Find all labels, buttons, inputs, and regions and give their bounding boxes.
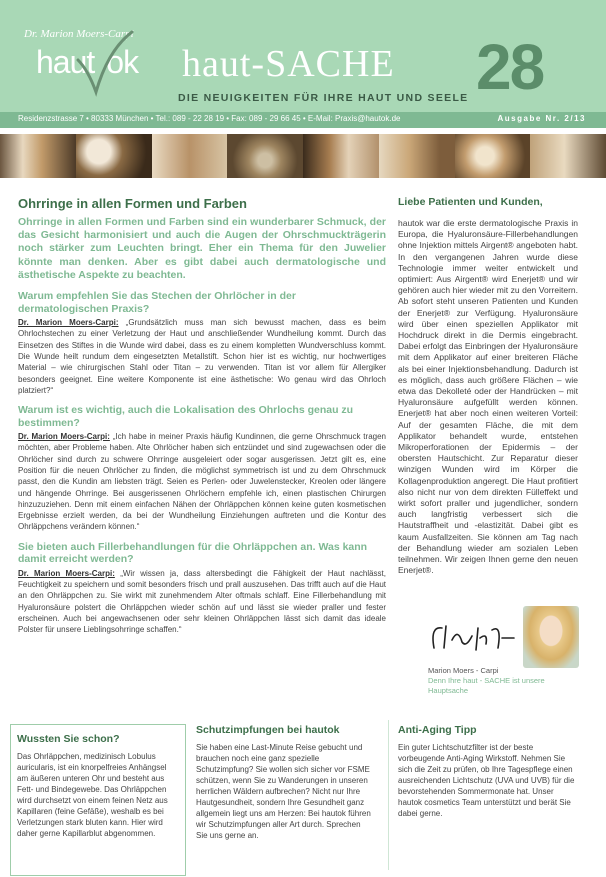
- portrait-caption-name: Marion Moers - Carpi: [428, 666, 499, 675]
- question-1: Warum empfehlen Sie das Stechen der Ohrlöcher in der dermatologischen Praxis?: [18, 290, 296, 315]
- box-text: Ein guter Lichtschutzfilter ist der beste vorbeugende Anti-Aging Wirkstoff. Nehmen Sie sich die Zeit zu prüfen, ob Ihre Tagespflege einen ausreichenden Lichtschutz (UVA und UVB) für die bevorstehenden Sommermonate hat. Unser hautok cosmetics Team unterstützt und berät Sie dabei gerne.: [398, 743, 575, 818]
- answer-3-text: „Wir wissen ja, dass altersbedingt die Fähigkeit der Haut nachlässt, Feuchtigkeit zu speichern und somit besonders frisch und prall auszusehen. Das trifft auch auf die Haut an den Ohrläppchen zu. Sie wirkt mit zunehmendem Alter oftmals schlaff. Eine Fillerbehandlung mit Hyaluronsäure polstert die Ohrläppchen wieder schön auf und lässt sie wieder praller und fester erscheinen. Auch bei angewachsenen oder sehr kleinen Ohrläppchen lässt sich damit das ideale Polster für unsere Lieblingsohrringe schaffen.“: [18, 568, 386, 635]
- column-divider: [388, 720, 389, 870]
- info-box-anti-aging: [398, 724, 578, 819]
- photo-tile: [0, 134, 76, 178]
- issue-label: Ausgabe Nr. 2/13: [497, 114, 586, 123]
- logo-right-text: ok: [106, 44, 139, 80]
- photo-tile: [455, 134, 531, 178]
- editorial-text: hautok war die erste dermatologische Praxis in Europa, die Hyaluronsäure-Fillerbehandlungen ohne Injektion mittels Airgent® angeboten habt. In den vergangenen Jahren wurde diese Technologie immer weiter entwickelt und optimiert: Aus Airgent® wird Enerjet® und wir gehören auch hier wieder mit zu den Vorreitern. Ab sofort steht unseren Patienten und Kunden der Enerjet® zur Verfügung. Hyaluronsäure wird über einen speziellen Applikator mit Hochdruck direkt in die Dermis eingebracht. Dabei erfolgt das Einbringen der Hyaluronsäure mit dem Applikator auf einer breiteren Fläche als bei einer Injektionsbehandlung. Dadurch ist es möglich, dass auch größere Flächen – wie etwa das Dekolleté oder der Handrücken – mit Hyaluronsäure aufgefüllt werden können. Enerjet® hat aber noch einen weiteren Vorteil: Auf der gesamten Fläche, die mit dem Applikator behandelt wurde, entstehen Mikroperforationen der Epidermis – der obersten Hautschicht. Zur Reparatur dieser winzigen Wunden wird im Körper die Kollagenproduktion angeregt. Die Haut profitiert also nicht nur von dem direkten Fülleffekt und wirkt sofort praller und jugendlicher, sondern auch langfristig verbessert sich die Hautstraffheit und -elastizität. Dabei gibt es kaum Ausfallzeiten. Sie können am Tag nach der Behandlung wieder am sozialen Leben teilnehmen. Wir zeigen Ihnen gerne den neuen Enerjet®.: [398, 218, 578, 576]
- newsletter-subtitle: DIE NEUIGKEITEN FÜR IHRE HAUT UND SEELE: [178, 92, 469, 104]
- main-article: [18, 196, 386, 636]
- address-line: Residenzstrasse 7 • 80333 München • Tel.: 089 - 22 28 19 • Fax: 089 - 29 66 45 • E-Mail: Praxis@hautok.de: [18, 114, 401, 123]
- photo-tile: [76, 134, 152, 178]
- issue-number: 28: [476, 31, 544, 103]
- newsletter-title: haut-SACHE: [182, 43, 395, 85]
- photo-strip: [0, 134, 606, 178]
- box-text: Sie haben eine Last-Minute Reise gebucht und brauchen noch eine ganz spezielle Schutzimpfung? Sie wollen sich sicher vor FSME schützen, wenn Sie zu Wanderungen in unseren herrlichen Wäldern aufbrechen? Nicht nur Ihre Hautgesundheit, sondern Ihre Gesundheit ganz allgemein liegt uns am Herzen: Bei hautok führen wir Schutzimpfungen aller Art durch. Sprechen Sie uns gerne an.: [196, 743, 371, 840]
- answer-1: [18, 317, 386, 396]
- answer-author: Dr. Marion Moers-Carpi:: [18, 318, 119, 328]
- question-3: Sie bieten auch Fillerbehandlungen für die Ohrläppchen an. Was kann damit erreicht werden?: [18, 540, 368, 566]
- box-title: Schutzimpfungen bei hautok: [196, 724, 340, 736]
- box-text: Das Ohrläppchen, medizinisch Lobulus auricularis, ist ein knorpelfreies Anhängsel am äußeren unteren Ohr und besteht aus Fett- und Bindegewebe. Das Ohrläppchen wird durchsetzt von einem feinen Netz aus Kapillaren (feine Gefäße), weshalb es bei Verletzungen stark bluten kann. Hier wird daher gerne Kapillarblut abgenommen.: [17, 752, 168, 838]
- answer-author: Dr. Marion Moers-Carpi:: [18, 568, 115, 578]
- info-box-vaccinations: [196, 724, 374, 841]
- answer-author: Dr. Marion Moers-Carpi:: [18, 432, 110, 442]
- box-title: Anti-Aging Tipp: [398, 724, 477, 736]
- answer-1-text: „Grundsätzlich muss man sich bewusst machen, dass es beim Ohrlochstechen zu einer Verletzung der Haut und anschließender Wundheilung kommt. Durch das Einsetzen des Stiftes in die Wunde wird dabei, dass es zu einem kompletten Wundverschluss kommt. Die Wunde heilt rundum dem eingesetzten Metallstift. Schon hier ist es wichtig, nur hochwertiges Material – wie chirurgischen Stahl oder Titan – zu verwenden. Titan ist vor allem für Allergiker besonders geeignet. Eine weitere Komponente ist eine ästhetische: Wo genau wird das Ohrloch platziert?“: [18, 318, 386, 395]
- photo-tile: [530, 134, 606, 178]
- logo-left-text: haut: [36, 44, 95, 80]
- answer-2-text: „Ich habe in meiner Praxis häufig Kundinnen, die gerne Ohrschmuck tragen möchten, aber Probleme haben. Alte Ohrlöcher haben sich entzündet und sind zugewachsen oder die Ohrlöcher sind durch zu schwere Ohrringe ausgeleiert oder sogar ausgerissen. Jetzt gilt es, eine Position für die neuen Ohrlöcher zu finden, die möglichst symmetrisch ist und zu dem Ohrschmuck passt, den die Kundin am liebsten trägt. Seien es Perlen- oder Juwelenstecker, Kreolen oder längere und hängende Ohrringe. Bei ausgerissenen Ohrlöchern empfehle ich, einen plastischen Chirurgen hinzuzuziehen. Denn mit einem einfachen Nähen der Ohrläppchen können keine guten kosmetischen Ergebnisse erzielt werden, da bei der Wundheilung Einziehungen auftreten und die Kontur des Ohrläppchens verändern können.“: [18, 432, 386, 532]
- author-portrait: [523, 606, 579, 668]
- photo-tile: [227, 134, 303, 178]
- answer-3: [18, 568, 386, 636]
- question-2: Warum ist es wichtig, auch die Lokalisation des Ohrlochs genau zu bestimmen?: [18, 404, 354, 429]
- editorial-title: Liebe Patienten und Kunden,: [398, 196, 543, 208]
- box-title: Wussten Sie schon?: [17, 733, 120, 745]
- photo-tile: [152, 134, 228, 178]
- photo-tile: [379, 134, 455, 178]
- info-box-did-you-know: [10, 724, 186, 876]
- article-lead: Ohrringe in allen Formen und Farben sind ein wunderbarer Schmuck, der das Gesicht harmonisiert und auch die Augen der Ohrschmuckträgerin noch stärker zum Leuchten bringt. Eher ein Thema für den Juwelier könnte man denken. Aber es gibt dabei auch dermatologische und ästhetische Aspekte zu beachten.: [18, 216, 386, 281]
- checkmark-icon: [74, 30, 134, 100]
- article-title: Ohrringe in allen Formen und Farben: [18, 196, 247, 211]
- answer-2: [18, 431, 386, 533]
- editorial-sidebar: [398, 196, 578, 577]
- photo-tile: [303, 134, 379, 178]
- portrait-caption-slogan: Denn Ihre haut - SACHE ist unsere Hauptsache: [428, 676, 545, 695]
- signature-icon: [428, 618, 518, 658]
- logo-script-text: Dr. Marion Moers-Carpi: [24, 28, 134, 40]
